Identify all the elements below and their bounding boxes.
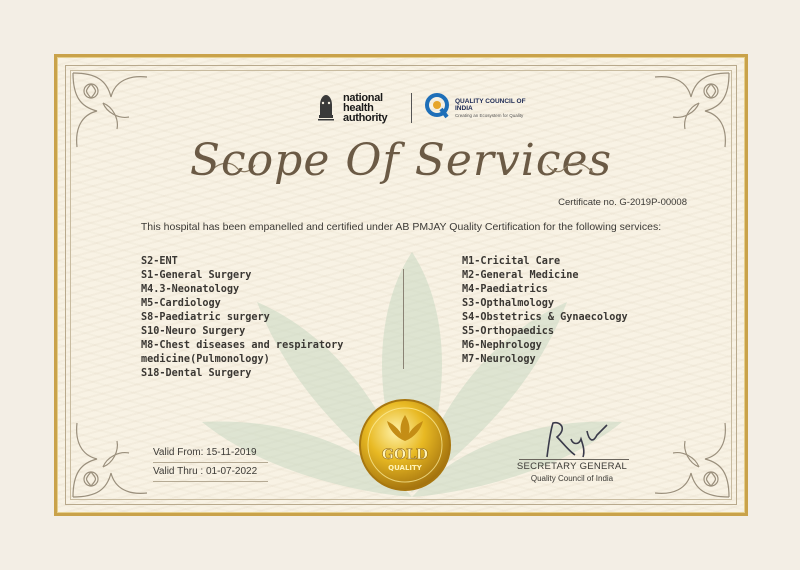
valid-thru: Valid Thru : 01-07-2022 xyxy=(153,463,268,482)
qci-name: QUALITY COUNCIL OF INDIA xyxy=(455,97,526,112)
certificate xyxy=(54,54,748,516)
gold-seal-icon xyxy=(357,397,453,493)
signatory-org: Quality Council of India xyxy=(530,474,614,483)
list-item: S10-Neuro Surgery xyxy=(141,326,246,337)
list-item: medicine(Pulmonology) xyxy=(141,354,270,365)
flourish-icon xyxy=(545,159,595,177)
list-item: S2-ENT xyxy=(141,256,178,267)
list-item: M2-General Medicine xyxy=(462,270,579,281)
list-item: S18-Dental Surgery xyxy=(141,368,252,379)
corner-ornament-icon xyxy=(645,413,735,503)
services-list-left xyxy=(141,255,381,381)
certificate-number: Certificate no. G-2019P-00008 xyxy=(558,197,687,208)
list-item: M5-Cardiology xyxy=(141,298,221,309)
list-item: S8-Paediatric surgery xyxy=(141,312,270,323)
logo-divider xyxy=(411,93,412,123)
list-item: S1-General Surgery xyxy=(141,270,252,281)
qci-tagline: Creating an Ecosystem for Quality xyxy=(455,112,524,118)
list-item: M4.3-Neonatology xyxy=(141,284,240,295)
seal-text: GOLD xyxy=(381,447,429,463)
list-item: S3-Opthalmology xyxy=(462,298,555,309)
list-item: S5-Orthopaedics xyxy=(462,326,555,337)
signatory-title: SECRETARY GENERAL xyxy=(516,461,628,472)
list-item: M7-Neurology xyxy=(462,354,536,365)
signature-icon xyxy=(527,417,617,462)
validity-block xyxy=(153,444,268,482)
column-divider xyxy=(403,269,404,369)
national-emblem-icon xyxy=(315,91,337,125)
list-item: M8-Chest diseases and respiratory xyxy=(141,340,344,351)
qci-logo-icon xyxy=(424,93,450,123)
corner-ornament-icon xyxy=(67,413,157,503)
intro-text: This hospital has been empanelled and certified under AB PMJAY Quality Certification for the following services: xyxy=(140,221,662,233)
list-item: M4-Paediatrics xyxy=(462,284,548,295)
header-logos xyxy=(315,87,540,129)
page-title: Scope Of Services xyxy=(189,135,613,186)
seal-subtext: QUALITY xyxy=(388,464,422,472)
services-list-right xyxy=(462,255,712,367)
list-item: S4-Obstetrics & Gynaecology xyxy=(462,312,628,323)
signature-line xyxy=(519,459,629,460)
list-item: M1-Cricital Care xyxy=(462,256,561,267)
valid-from: Valid From: 15-11-2019 xyxy=(153,444,268,463)
nha-logo-text: national health authority xyxy=(343,92,388,124)
list-item: M6-Nephrology xyxy=(462,340,542,351)
qci-logo-text xyxy=(455,98,540,119)
